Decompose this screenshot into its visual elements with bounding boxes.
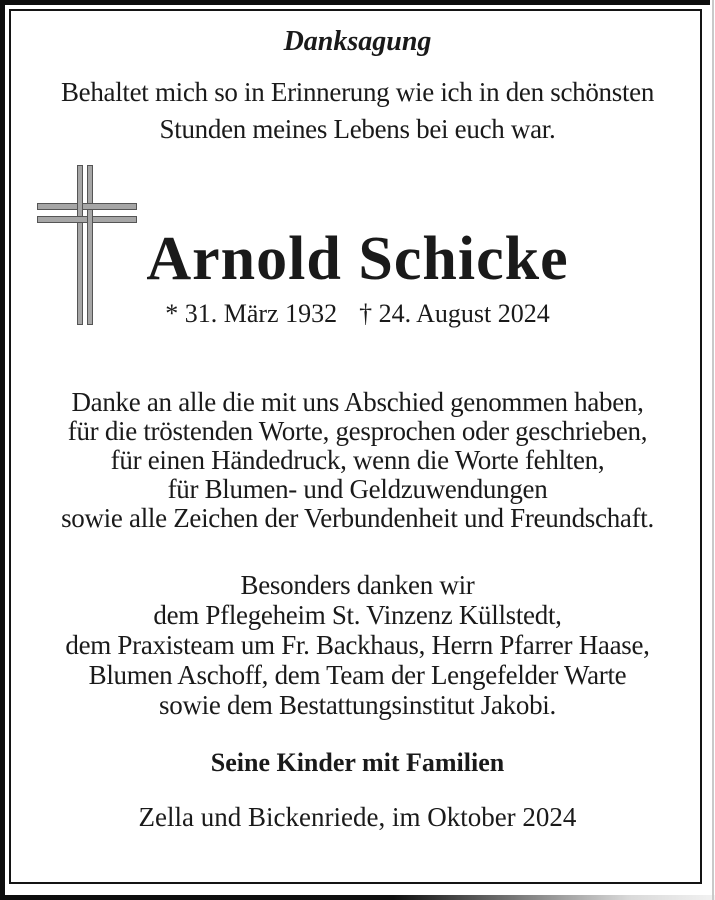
intro-line: Stunden meines Lebens bei euch war. [159,114,556,144]
special-thanks-line: Blumen Aschoff, dem Team der Lengefelder Warte [88,660,627,690]
special-thanks-line: dem Praxisteam um Fr. Backhaus, Herrn Pfarrer Haase, [65,630,650,660]
thanks-line: für Blumen- und Geldzuwendungen [167,474,548,504]
special-thanks-paragraph [0,570,715,720]
page-title: Danksagung [283,26,432,57]
thanks-line: sowie alle Zeichen der Verbundenheit und Freundschaft. [61,503,654,533]
death-date: † 24. August 2024 [359,299,550,328]
special-thanks-line: sowie dem Bestattungsinstitut Jakobi. [159,690,556,720]
thanks-line: für die tröstenden Worte, gesprochen oder geschrieben, [67,416,648,446]
family-signature: Seine Kinder mit Familien [210,748,505,777]
intro-line: Behaltet mich so in Erinnerung wie ich in den schönsten [60,77,655,107]
life-dates [0,300,715,327]
thanks-paragraph [0,388,715,533]
outer-border-top [0,0,710,5]
special-thanks-line: Besonders danken wir [240,570,475,600]
special-thanks-line: dem Pflegeheim St. Vinzenz Küllstedt, [153,600,562,630]
thanks-line: Danke an alle die mit uns Abschied genommen haben, [71,387,644,417]
deceased-name: Arnold Schicke [146,225,569,293]
birth-date: * 31. März 1932 [165,299,338,328]
thanks-line: für einen Händedruck, wenn die Worte fehlten, [110,445,605,475]
intro-verse [0,74,715,148]
place-date-line: Zella und Bickenriede, im Oktober 2024 [138,802,577,832]
outer-border-bottom [0,895,715,900]
